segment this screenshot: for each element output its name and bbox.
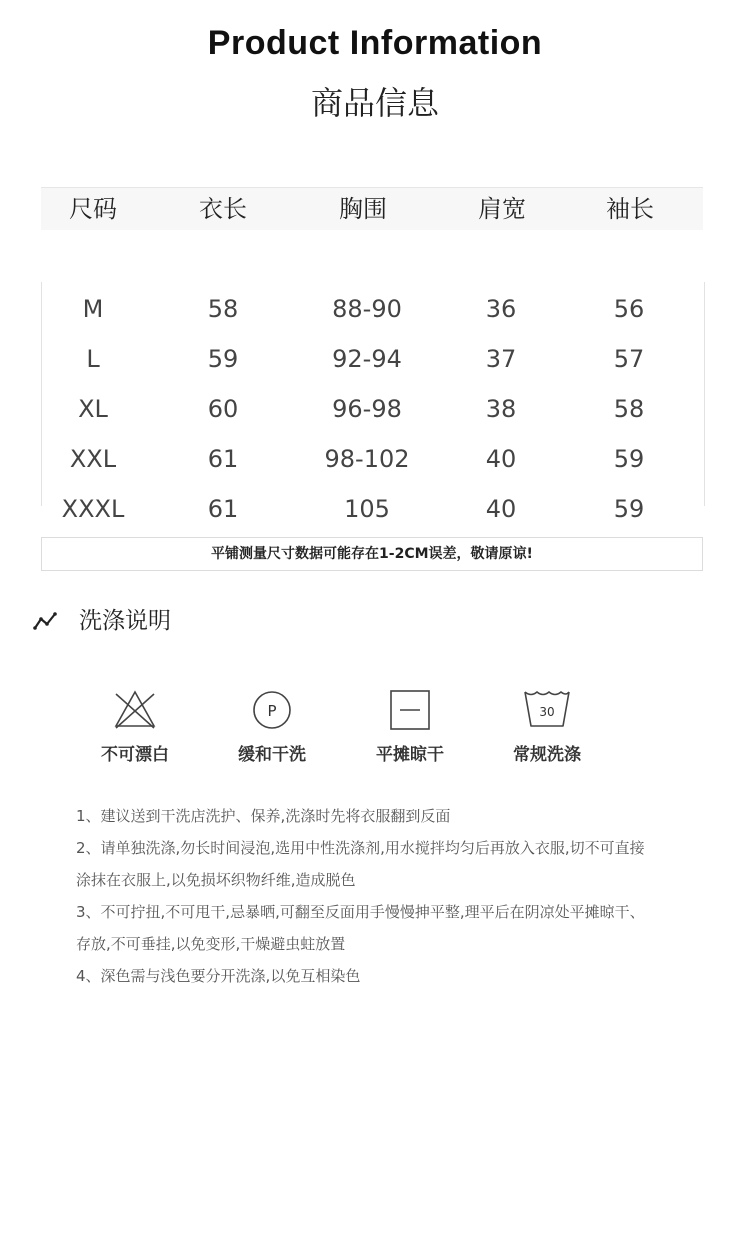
cell-length: 61 (207, 445, 239, 473)
instruction-item: 1、建议送到干洗店洗护、保养,洗涤时先将衣服翻到反面 (76, 807, 451, 825)
cell-sleeve: 58 (613, 395, 645, 423)
page-subtitle: 商品信息 (310, 84, 439, 122)
care-instructions (76, 800, 646, 992)
trend-line-icon (33, 611, 59, 631)
cell-length: 58 (207, 295, 239, 323)
cell-chest: 92-94 (332, 345, 402, 373)
measurement-note: 平铺测量尺寸数据可能存在1-2CM误差，敬请原谅! (41, 537, 703, 571)
cell-length: 59 (207, 345, 239, 373)
cell-shoulder: 36 (485, 295, 517, 323)
column-header-shoulder: 肩宽 (478, 195, 526, 223)
cell-sleeve: 56 (613, 295, 645, 323)
cell-sleeve: 57 (613, 345, 645, 373)
cell-size: M (82, 295, 104, 323)
table-row (42, 334, 704, 384)
column-header-length: 衣长 (199, 195, 247, 223)
care-item-flat-dry (355, 688, 465, 768)
care-item-wash-30 (492, 688, 602, 768)
cell-chest: 98-102 (324, 445, 410, 473)
instruction-item: 2、请单独洗涤,勿长时间浸泡,选用中性洗涤剂,用水搅拌均匀后再放入衣服,切不可直接涂抹在衣服上,以免损坏织物纤维,造成脱色 (76, 839, 645, 889)
cell-chest: 105 (344, 495, 390, 523)
table-row (42, 384, 704, 434)
cell-chest: 96-98 (332, 395, 402, 423)
cell-sleeve: 59 (613, 495, 645, 523)
cell-chest: 88-90 (332, 295, 402, 323)
cell-shoulder: 38 (485, 395, 517, 423)
column-header-size: 尺码 (69, 195, 117, 223)
no-bleach-icon (112, 688, 158, 730)
care-item-no-bleach (80, 688, 190, 768)
column-header-chest: 胸围 (339, 195, 387, 223)
cell-length: 61 (207, 495, 239, 523)
care-label: 不可漂白 (101, 745, 169, 765)
cell-shoulder: 40 (485, 495, 517, 523)
cell-size: L (86, 345, 100, 373)
size-table-body (41, 282, 705, 523)
care-label: 平摊晾干 (376, 745, 444, 765)
cell-sleeve: 59 (613, 445, 645, 473)
cell-size: XL (78, 395, 108, 423)
cell-length: 60 (207, 395, 239, 423)
care-item-dry-clean (217, 688, 327, 768)
care-label: 缓和干洗 (238, 745, 306, 765)
dry-clean-symbol: P (267, 702, 277, 720)
table-row (42, 434, 704, 484)
dry-clean-icon (250, 688, 294, 732)
column-header-sleeve: 袖长 (606, 195, 654, 223)
wash-30-icon (522, 688, 572, 732)
wash-temperature: 30 (539, 705, 555, 719)
cell-shoulder: 37 (485, 345, 517, 373)
flat-dry-icon (388, 688, 432, 732)
instruction-item: 4、深色需与浅色要分开洗涤,以免互相染色 (76, 967, 361, 985)
care-section-title: 洗涤说明 (79, 608, 171, 634)
cell-shoulder: 40 (485, 445, 517, 473)
table-row (42, 484, 704, 534)
instruction-item: 3、不可拧扭,不可甩干,忌暴晒,可翻至反面用手慢慢抻平整,理平后在阴凉处平摊晾干、存放,不可垂挂,以免变形,干燥避虫蛀放置 (76, 903, 645, 953)
page-title: Product Information (207, 24, 543, 62)
care-label: 常规洗涤 (513, 745, 581, 765)
size-table-header (41, 187, 703, 230)
cell-size: XXXL (61, 495, 125, 523)
cell-size: XXL (69, 445, 117, 473)
table-row (42, 284, 704, 334)
